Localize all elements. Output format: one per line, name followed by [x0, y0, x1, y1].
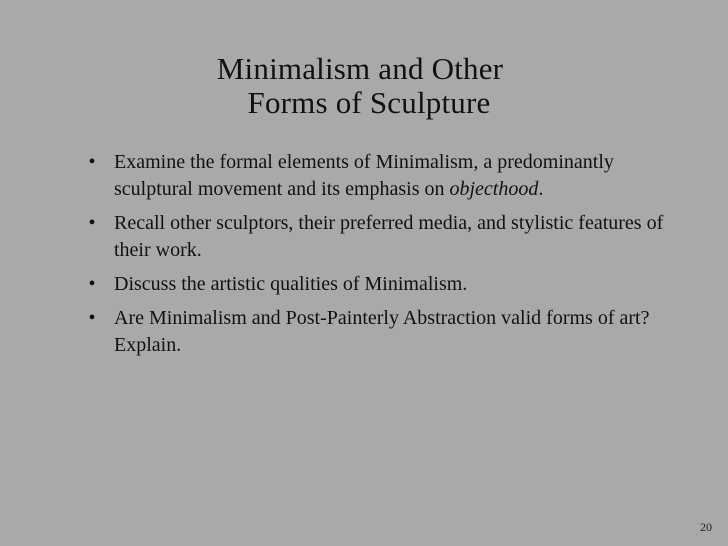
bullet-list: [82, 149, 672, 366]
bullet-point-icon: •: [88, 212, 96, 234]
bullet-item-formal-elements: [82, 149, 672, 203]
slide-title-line-1: Minimalism and Other: [216, 51, 504, 86]
bullet-item-valid-forms: [82, 305, 672, 359]
bullet-text-artistic-qualities: Discuss the artistic qualities of Minimalism.: [114, 273, 468, 295]
bullet-point-icon: •: [88, 307, 96, 329]
bullet-point-icon: •: [88, 151, 96, 173]
slide-title-line-2: Forms of Sculpture: [247, 85, 491, 120]
slide-title: [160, 52, 560, 120]
bullet-text-valid-forms: Are Minimalism and Post-Painterly Abstraction valid forms of art? Explain.: [114, 307, 650, 356]
bullet-item-artistic-qualities: [82, 271, 672, 298]
bullet-point-icon: •: [88, 273, 96, 295]
bullet-text-other-sculptors: Recall other sculptors, their preferred media, and stylistic features of their work.: [114, 212, 664, 261]
bullet-item-other-sculptors: [82, 210, 672, 264]
slide-page-number: 20: [700, 520, 712, 534]
bullet-italic-objecthood: objecthood: [449, 178, 539, 200]
bullet-text-period: .: [538, 178, 544, 200]
bullet-text-formal-elements: Examine the formal elements of Minimalism, a predominantly sculptural movement and its emphasis on: [114, 151, 614, 200]
